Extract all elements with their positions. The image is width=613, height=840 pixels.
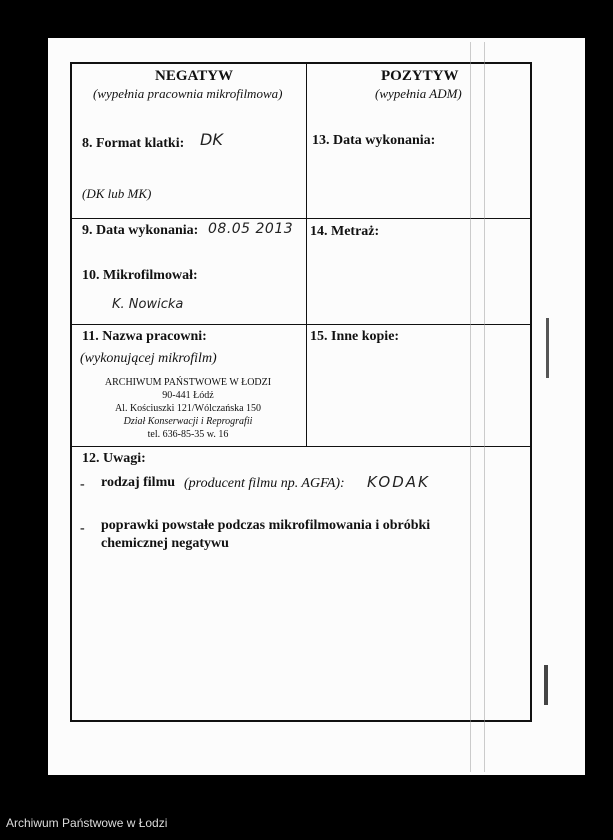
mikrofilmowal-value: K. Nowicka — [112, 297, 184, 312]
row-divider-1 — [72, 218, 530, 219]
scan-noise — [484, 42, 485, 772]
data-wykonania-value: 08.05 2013 — [208, 221, 294, 237]
bullet-2: - — [80, 521, 85, 536]
stamp-line-2: 90-441 Łódź — [162, 390, 214, 401]
rodzaj-filmu-label: rodzaj filmu — [101, 475, 176, 490]
stamp-line-1: ARCHIWUM PAŃSTWOWE W ŁODZI — [104, 377, 272, 388]
stamp-line-4: Dział Konserwacji i Reprografii — [123, 416, 253, 427]
stamp-line-5: tel. 636-85-35 w. 16 — [147, 429, 229, 440]
poprawki-line-1: poprawki powstałe podczas mikrofilmowania i obróbki — [101, 518, 431, 533]
pozytyw-subtitle: (wypełnia ADM) — [375, 86, 462, 101]
format-klatki-value: DK — [200, 130, 223, 149]
format-klatki-hint: (DK lub MK) — [82, 186, 152, 201]
archive-footer: Archiwum Państwowe w Łodzi — [6, 816, 168, 830]
scan-noise — [544, 665, 548, 705]
scan-noise — [546, 318, 549, 378]
format-klatki-label: 8. Format klatki: — [82, 136, 185, 151]
negatyw-title: NEGATYW — [155, 68, 234, 84]
bullet-1: - — [80, 477, 85, 492]
scan-noise — [470, 42, 471, 772]
inne-kopie-label: 15. Inne kopie: — [310, 329, 400, 344]
pozytyw-title: POZYTYW — [381, 68, 459, 84]
negatyw-subtitle: (wypełnia pracownia mikrofilmowa) — [93, 86, 283, 101]
rodzaj-filmu-value: KODAK — [367, 473, 430, 491]
uwagi-label: 12. Uwagi: — [82, 451, 146, 466]
pozytyw-data-label: 13. Data wykonania: — [312, 133, 436, 148]
nazwa-pracowni-hint: (wykonującej mikrofilm) — [80, 351, 217, 366]
row-divider-2 — [72, 324, 530, 325]
column-divider — [306, 64, 307, 446]
poprawki-line-2: chemicznej negatywu — [101, 536, 229, 551]
data-wykonania-label: 9. Data wykonania: — [82, 223, 199, 238]
mikrofilmowal-label: 10. Mikrofilmował: — [82, 268, 198, 283]
rodzaj-filmu-hint: (producent filmu np. AGFA): — [184, 476, 345, 491]
nazwa-pracowni-label: 11. Nazwa pracowni: — [82, 329, 207, 344]
row-divider-3 — [72, 446, 530, 447]
metraz-label: 14. Metraż: — [310, 224, 380, 239]
stamp-line-3: Al. Kościuszki 121/Wólczańska 150 — [114, 403, 262, 414]
